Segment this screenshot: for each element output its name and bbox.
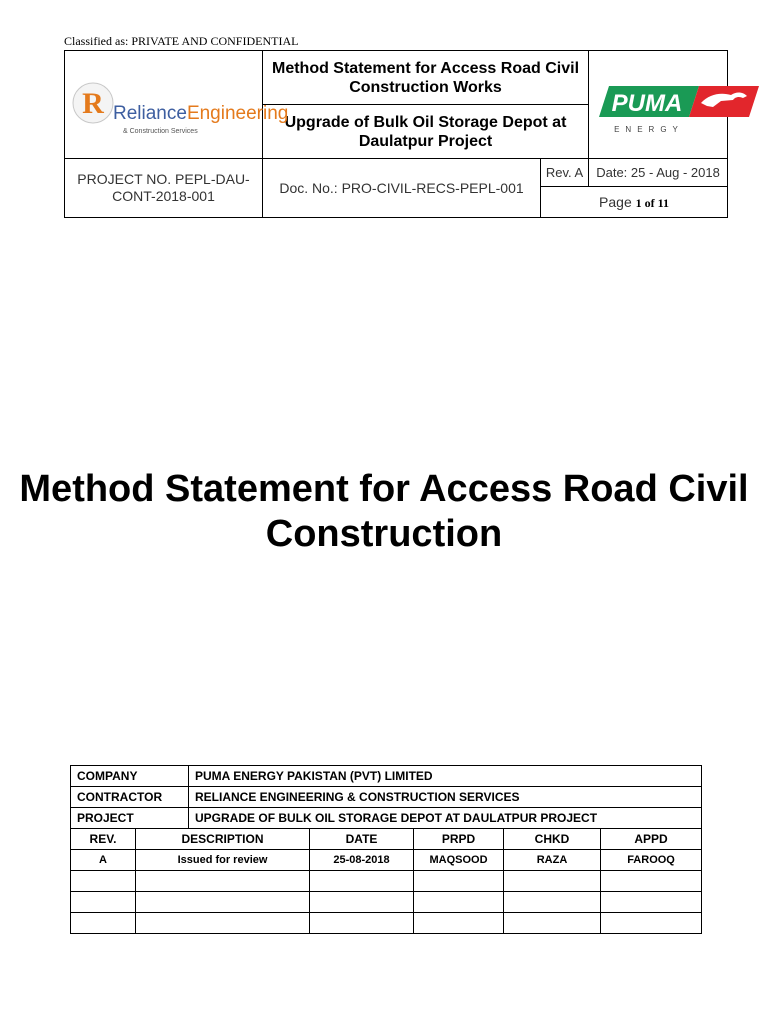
col-chkd: CHKD <box>504 829 601 850</box>
contractor-label: CONTRACTOR <box>71 787 189 808</box>
page-indicator <box>541 187 728 218</box>
col-description: DESCRIPTION <box>136 829 310 850</box>
project-value: UPGRADE OF BULK OIL STORAGE DEPOT AT DAULATPUR PROJECT <box>189 808 702 829</box>
row-cell <box>71 913 136 934</box>
row-cell <box>136 913 310 934</box>
reliance-logo-cell <box>65 51 289 159</box>
revision-table <box>70 765 702 934</box>
company-label: COMPANY <box>71 766 189 787</box>
revision-header-row <box>71 829 702 850</box>
table-row <box>71 913 702 934</box>
row-cell <box>414 871 504 892</box>
puma-energy-logo <box>589 51 774 158</box>
col-date: DATE <box>310 829 414 850</box>
puma-leaping-cat-icon <box>589 51 774 158</box>
revision-label: Rev. A <box>541 159 589 187</box>
puma-logo-cell <box>589 51 728 159</box>
row-cell <box>504 892 601 913</box>
puma-wordmark: PUMA <box>611 90 683 117</box>
row-cell <box>504 871 601 892</box>
row-cell <box>310 871 414 892</box>
document-header <box>64 50 728 218</box>
reliance-word: Reliance <box>113 103 187 124</box>
main-title: Method Statement for Access Road Civil Construction <box>19 468 749 555</box>
reliance-engineering-logo <box>65 51 289 158</box>
reliance-wordmark <box>113 103 288 124</box>
table-row <box>71 850 702 871</box>
row-cell <box>414 913 504 934</box>
project-label: PROJECT <box>71 808 189 829</box>
reliance-tagline: & Construction Services <box>123 128 198 135</box>
page-value: 1 of 11 <box>635 195 669 210</box>
row-rev: A <box>71 850 136 871</box>
reliance-emblem-letter: R <box>82 87 104 120</box>
row-cell <box>601 913 702 934</box>
page-label: Page <box>599 193 632 210</box>
doc-title-top: Method Statement for Access Road Civil Construction Works <box>263 51 588 105</box>
row-cell <box>71 871 136 892</box>
row-cell <box>414 892 504 913</box>
reliance-emblem-icon <box>65 51 289 158</box>
row-cell <box>601 892 702 913</box>
row-chkd: RAZA <box>504 850 601 871</box>
classification-label: Classified as: PRIVATE AND CONFIDENTIAL <box>64 34 299 48</box>
row-cell <box>310 913 414 934</box>
row-cell <box>310 892 414 913</box>
row-cell <box>136 871 310 892</box>
contractor-value: RELIANCE ENGINEERING & CONSTRUCTION SERVICES <box>189 787 702 808</box>
company-value: PUMA ENERGY PAKISTAN (PVT) LIMITED <box>189 766 702 787</box>
row-prpd: MAQSOOD <box>414 850 504 871</box>
col-appd: APPD <box>601 829 702 850</box>
row-cell <box>504 913 601 934</box>
doc-title-bottom: Upgrade of Bulk Oil Storage Depot at Daulatpur Project <box>284 113 567 150</box>
row-date: 25-08-2018 <box>310 850 414 871</box>
table-row <box>71 892 702 913</box>
row-description: Issued for review <box>136 850 310 871</box>
project-number: PROJECT NO. PEPL-DAU-CONT-2018-001 <box>65 159 263 218</box>
row-cell <box>71 892 136 913</box>
puma-subtitle: ENERGY <box>614 125 684 134</box>
col-rev: REV. <box>71 829 136 850</box>
row-appd: FAROOQ <box>601 850 702 871</box>
issue-date: Date: 25 - Aug - 2018 <box>589 159 728 187</box>
row-cell <box>136 892 310 913</box>
row-cell <box>601 871 702 892</box>
table-row <box>71 871 702 892</box>
title-cell <box>263 51 589 159</box>
document-number: Doc. No.: PRO-CIVIL-RECS-PEPL-001 <box>263 159 541 218</box>
engineering-word: Engineering <box>186 103 289 124</box>
col-prpd: PRPD <box>414 829 504 850</box>
